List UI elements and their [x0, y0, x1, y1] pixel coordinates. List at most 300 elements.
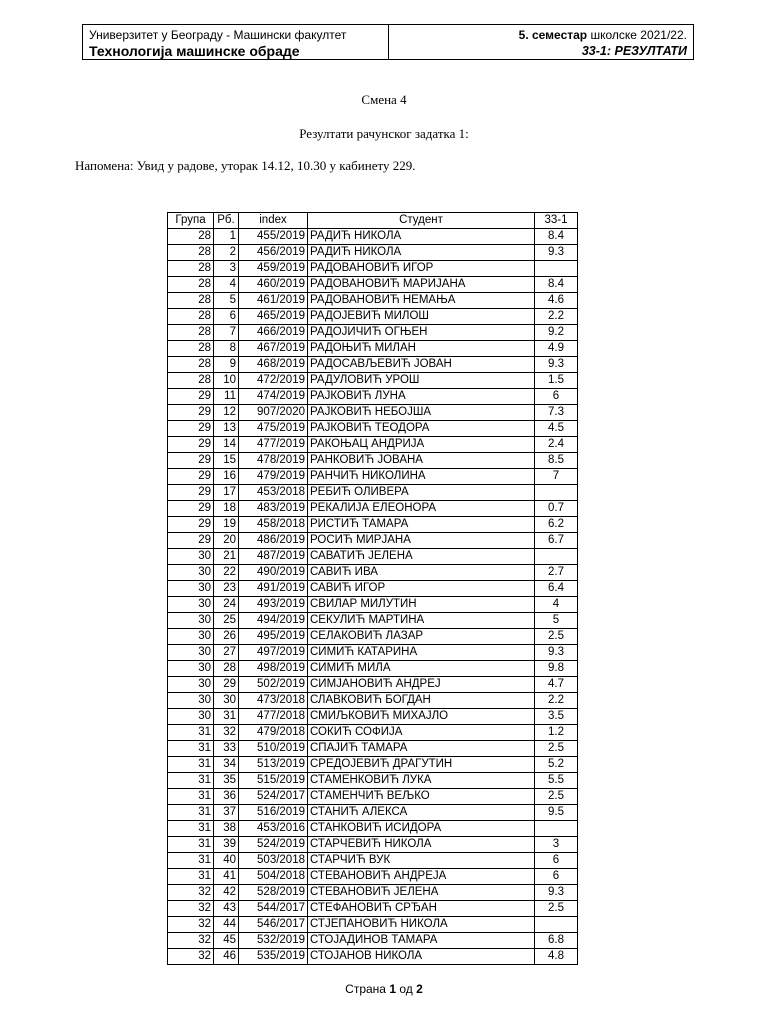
cell-index: 497/2019 — [239, 645, 308, 661]
cell-student: СТОЈАДИНОВ ТАМАРА — [308, 933, 535, 949]
cell-student: РАДИЋ НИКОЛА — [308, 245, 535, 261]
table-row — [168, 293, 578, 309]
cell-index: 477/2019 — [239, 437, 308, 453]
cell-group: 28 — [168, 373, 214, 389]
cell-number: 16 — [214, 469, 239, 485]
table-row — [168, 373, 578, 389]
cell-group: 30 — [168, 709, 214, 725]
cell-group: 29 — [168, 405, 214, 421]
cell-student: СЛАВКОВИЋ БОГДАН — [308, 693, 535, 709]
cell-number: 38 — [214, 821, 239, 837]
header-right-cell — [389, 25, 693, 59]
cell-group: 29 — [168, 485, 214, 501]
cell-score: 7.3 — [535, 405, 578, 421]
cell-score — [535, 549, 578, 565]
cell-group: 29 — [168, 453, 214, 469]
table-row — [168, 789, 578, 805]
table-row — [168, 933, 578, 949]
table-row — [168, 949, 578, 965]
header-left-cell — [83, 25, 389, 59]
cell-score: 8.5 — [535, 453, 578, 469]
cell-score: 1.2 — [535, 725, 578, 741]
cell-index: 524/2017 — [239, 789, 308, 805]
cell-student: РАДОЈИЧИЋ ОГЊЕН — [308, 325, 535, 341]
cell-score: 6 — [535, 389, 578, 405]
semester-line — [395, 27, 687, 43]
cell-group: 28 — [168, 277, 214, 293]
table-row — [168, 261, 578, 277]
table-row — [168, 437, 578, 453]
cell-student: СТАМЕНЧИЋ ВЕЉКО — [308, 789, 535, 805]
course-title: Технологија машинске обраде — [89, 43, 300, 59]
cell-student: СТЕФАНОВИЋ СРЂАН — [308, 901, 535, 917]
cell-number: 3 — [214, 261, 239, 277]
cell-group: 30 — [168, 677, 214, 693]
cell-index: 461/2019 — [239, 293, 308, 309]
cell-number: 14 — [214, 437, 239, 453]
cell-group: 31 — [168, 869, 214, 885]
cell-index: 515/2019 — [239, 773, 308, 789]
cell-index: 546/2017 — [239, 917, 308, 933]
cell-number: 19 — [214, 517, 239, 533]
table-row — [168, 485, 578, 501]
cell-student: СТАНКОВИЋ ИСИДОРА — [308, 821, 535, 837]
cell-student: РЕБИЋ ОЛИВЕРА — [308, 485, 535, 501]
cell-index: 907/2020 — [239, 405, 308, 421]
cell-student: СТЕВАНОВИЋ АНДРЕЈА — [308, 869, 535, 885]
table-row — [168, 709, 578, 725]
results-code: 33-1: РЕЗУЛТАТИ — [581, 44, 687, 58]
cell-number: 10 — [214, 373, 239, 389]
cell-student: РАЈКОВИЋ ЛУНА — [308, 389, 535, 405]
cell-number: 23 — [214, 581, 239, 597]
table-row — [168, 853, 578, 869]
cell-number: 5 — [214, 293, 239, 309]
cell-student: РЕКАЛИЈА ЕЛЕОНОРА — [308, 501, 535, 517]
page-of: од — [399, 982, 413, 996]
cell-number: 1 — [214, 229, 239, 245]
cell-group: 28 — [168, 325, 214, 341]
cell-index: 491/2019 — [239, 581, 308, 597]
cell-number: 25 — [214, 613, 239, 629]
cell-index: 468/2019 — [239, 357, 308, 373]
cell-group: 31 — [168, 837, 214, 853]
cell-score: 6.4 — [535, 581, 578, 597]
cell-index: 483/2019 — [239, 501, 308, 517]
cell-score: 9.3 — [535, 645, 578, 661]
cell-number: 4 — [214, 277, 239, 293]
cell-group: 31 — [168, 789, 214, 805]
cell-group: 32 — [168, 885, 214, 901]
page-label: Страна — [345, 982, 386, 996]
cell-number: 6 — [214, 309, 239, 325]
cell-index: 453/2016 — [239, 821, 308, 837]
shift-title: Смена 4 — [361, 92, 407, 107]
cell-index: 510/2019 — [239, 741, 308, 757]
cell-student: СЕЛАКОВИЋ ЛАЗАР — [308, 629, 535, 645]
table-row — [168, 389, 578, 405]
table-row — [168, 277, 578, 293]
cell-group: 30 — [168, 597, 214, 613]
results-table — [167, 212, 578, 965]
cell-number: 36 — [214, 789, 239, 805]
cell-score: 0.7 — [535, 501, 578, 517]
cell-student: РОСИЋ МИРЈАНА — [308, 533, 535, 549]
cell-number: 17 — [214, 485, 239, 501]
cell-group: 28 — [168, 245, 214, 261]
cell-score: 5.2 — [535, 757, 578, 773]
table-row — [168, 677, 578, 693]
cell-number: 33 — [214, 741, 239, 757]
cell-group: 31 — [168, 773, 214, 789]
cell-index: 528/2019 — [239, 885, 308, 901]
cell-index: 475/2019 — [239, 421, 308, 437]
table-body — [168, 229, 578, 965]
cell-score: 5.5 — [535, 773, 578, 789]
cell-number: 28 — [214, 661, 239, 677]
cell-number: 27 — [214, 645, 239, 661]
table-row — [168, 917, 578, 933]
cell-index: 504/2018 — [239, 869, 308, 885]
cell-number: 42 — [214, 885, 239, 901]
cell-score: 4.6 — [535, 293, 578, 309]
cell-group: 29 — [168, 517, 214, 533]
cell-score: 6.7 — [535, 533, 578, 549]
table-row — [168, 725, 578, 741]
cell-index: 490/2019 — [239, 565, 308, 581]
cell-index: 467/2019 — [239, 341, 308, 357]
page-total: 2 — [416, 982, 423, 996]
cell-group: 32 — [168, 901, 214, 917]
cell-index: 460/2019 — [239, 277, 308, 293]
cell-student: РАЈКОВИЋ НЕБОЈША — [308, 405, 535, 421]
cell-student: СОКИЋ СОФИЈА — [308, 725, 535, 741]
cell-score: 2.5 — [535, 741, 578, 757]
table-row — [168, 517, 578, 533]
cell-index: 479/2018 — [239, 725, 308, 741]
cell-number: 2 — [214, 245, 239, 261]
cell-student: РИСТИЋ ТАМАРА — [308, 517, 535, 533]
cell-index: 478/2019 — [239, 453, 308, 469]
cell-group: 28 — [168, 309, 214, 325]
table-row — [168, 325, 578, 341]
table-row — [168, 885, 578, 901]
cell-student: РАДОЈЕВИЋ МИЛОШ — [308, 309, 535, 325]
cell-number: 12 — [214, 405, 239, 421]
cell-number: 29 — [214, 677, 239, 693]
cell-student: РАЈКОВИЋ ТЕОДОРА — [308, 421, 535, 437]
cell-index: 473/2018 — [239, 693, 308, 709]
cell-number: 13 — [214, 421, 239, 437]
cell-score: 6.2 — [535, 517, 578, 533]
cell-group: 29 — [168, 469, 214, 485]
table-header-row — [168, 213, 578, 229]
table-row — [168, 357, 578, 373]
cell-student: СТЕВАНОВИЋ ЈЕЛЕНА — [308, 885, 535, 901]
semester-number: 5. семестар — [518, 28, 588, 42]
cell-student: СТАРЧИЋ ВУК — [308, 853, 535, 869]
cell-number: 35 — [214, 773, 239, 789]
cell-group: 30 — [168, 565, 214, 581]
cell-score: 3 — [535, 837, 578, 853]
table-row — [168, 229, 578, 245]
table-row — [168, 645, 578, 661]
cell-score: 9.3 — [535, 885, 578, 901]
cell-number: 30 — [214, 693, 239, 709]
cell-score: 9.2 — [535, 325, 578, 341]
cell-score: 2.4 — [535, 437, 578, 453]
cell-score: 1.5 — [535, 373, 578, 389]
cell-student: РАДОЊИЋ МИЛАН — [308, 341, 535, 357]
table-row — [168, 549, 578, 565]
cell-number: 31 — [214, 709, 239, 725]
cell-number: 44 — [214, 917, 239, 933]
table-row — [168, 533, 578, 549]
university-name: Универзитет у Београду - Машински факултет — [89, 28, 347, 42]
cell-score: 8.4 — [535, 229, 578, 245]
cell-group: 28 — [168, 293, 214, 309]
cell-index: 474/2019 — [239, 389, 308, 405]
page-number: 1 — [389, 982, 397, 996]
table-row — [168, 421, 578, 437]
table-row — [168, 773, 578, 789]
cell-student: САВАТИЋ ЈЕЛЕНА — [308, 549, 535, 565]
table-row — [168, 341, 578, 357]
cell-index: 503/2018 — [239, 853, 308, 869]
header-score: 33-1 — [535, 213, 578, 229]
cell-index: 516/2019 — [239, 805, 308, 821]
cell-number: 22 — [214, 565, 239, 581]
cell-index: 502/2019 — [239, 677, 308, 693]
cell-group: 32 — [168, 949, 214, 965]
cell-score: 8.4 — [535, 277, 578, 293]
cell-score: 6.8 — [535, 933, 578, 949]
cell-student: СТАМЕНКОВИЋ ЛУКА — [308, 773, 535, 789]
table-row — [168, 741, 578, 757]
cell-index: 466/2019 — [239, 325, 308, 341]
cell-group: 31 — [168, 853, 214, 869]
header-group: Група — [168, 213, 214, 229]
cell-score: 2.5 — [535, 789, 578, 805]
cell-student: САВИЋ ИГОР — [308, 581, 535, 597]
cell-student: РАНКОВИЋ ЈОВАНА — [308, 453, 535, 469]
cell-number: 39 — [214, 837, 239, 853]
table-row — [168, 501, 578, 517]
cell-student: РАДИЋ НИКОЛА — [308, 229, 535, 245]
cell-student: СТАРЧЕВИЋ НИКОЛА — [308, 837, 535, 853]
table-row — [168, 821, 578, 837]
cell-group: 28 — [168, 229, 214, 245]
note-text: Напомена: Увид у радове, уторак 14.12, 10.30 у кабинету 229. — [75, 158, 416, 173]
cell-student: СИМЈАНОВИЋ АНДРЕЈ — [308, 677, 535, 693]
cell-number: 40 — [214, 853, 239, 869]
cell-index: 487/2019 — [239, 549, 308, 565]
cell-index: 544/2017 — [239, 901, 308, 917]
table-row — [168, 901, 578, 917]
cell-score: 6 — [535, 869, 578, 885]
cell-group: 31 — [168, 757, 214, 773]
cell-index: 493/2019 — [239, 597, 308, 613]
table-row — [168, 453, 578, 469]
cell-score: 4.8 — [535, 949, 578, 965]
cell-score — [535, 485, 578, 501]
cell-group: 28 — [168, 341, 214, 357]
cell-score: 9.8 — [535, 661, 578, 677]
cell-student: РАКОЊАЦ АНДРИЈА — [308, 437, 535, 453]
cell-index: 465/2019 — [239, 309, 308, 325]
cell-index: 477/2018 — [239, 709, 308, 725]
cell-student: СИМИЋ КАТАРИНА — [308, 645, 535, 661]
cell-group: 31 — [168, 741, 214, 757]
cell-index: 498/2019 — [239, 661, 308, 677]
cell-group: 30 — [168, 693, 214, 709]
table-row — [168, 469, 578, 485]
cell-student: РАДОСАВЉЕВИЋ ЈОВАН — [308, 357, 535, 373]
cell-score: 6 — [535, 853, 578, 869]
cell-index: 455/2019 — [239, 229, 308, 245]
cell-group: 30 — [168, 549, 214, 565]
cell-score: 2.5 — [535, 901, 578, 917]
cell-score: 3.5 — [535, 709, 578, 725]
cell-number: 43 — [214, 901, 239, 917]
cell-index: 513/2019 — [239, 757, 308, 773]
cell-number: 7 — [214, 325, 239, 341]
results-subtitle: Резултати рачунског задатка 1: — [299, 126, 469, 141]
table-row — [168, 837, 578, 853]
cell-student: СПАЈИЋ ТАМАРА — [308, 741, 535, 757]
cell-group: 29 — [168, 533, 214, 549]
cell-group: 29 — [168, 501, 214, 517]
header-index: index — [239, 213, 308, 229]
cell-score: 9.3 — [535, 357, 578, 373]
cell-group: 30 — [168, 613, 214, 629]
cell-index: 472/2019 — [239, 373, 308, 389]
cell-number: 11 — [214, 389, 239, 405]
cell-score — [535, 261, 578, 277]
cell-student: СТОЈАНОВ НИКОЛА — [308, 949, 535, 965]
cell-group: 30 — [168, 645, 214, 661]
cell-student: РАДОВАНОВИЋ МАРИЈАНА — [308, 277, 535, 293]
cell-index: 486/2019 — [239, 533, 308, 549]
cell-group: 31 — [168, 725, 214, 741]
cell-index: 479/2019 — [239, 469, 308, 485]
cell-student: СВИЛАР МИЛУТИН — [308, 597, 535, 613]
cell-number: 24 — [214, 597, 239, 613]
cell-number: 26 — [214, 629, 239, 645]
cell-index: 495/2019 — [239, 629, 308, 645]
cell-number: 41 — [214, 869, 239, 885]
cell-score: 4 — [535, 597, 578, 613]
school-year: школске 2021/22. — [587, 28, 687, 42]
cell-group: 30 — [168, 581, 214, 597]
table-row — [168, 309, 578, 325]
cell-index: 458/2018 — [239, 517, 308, 533]
cell-student: РАДУЛОВИЋ УРОШ — [308, 373, 535, 389]
document-header — [82, 24, 694, 60]
cell-score — [535, 821, 578, 837]
cell-student: СМИЉКОВИЋ МИХАЈЛО — [308, 709, 535, 725]
cell-number: 8 — [214, 341, 239, 357]
cell-index: 524/2019 — [239, 837, 308, 853]
cell-group: 30 — [168, 629, 214, 645]
table-row — [168, 869, 578, 885]
table-row — [168, 581, 578, 597]
cell-group: 30 — [168, 661, 214, 677]
table-row — [168, 565, 578, 581]
cell-group: 28 — [168, 261, 214, 277]
cell-score: 2.7 — [535, 565, 578, 581]
cell-score: 4.7 — [535, 677, 578, 693]
cell-index: 453/2018 — [239, 485, 308, 501]
cell-score: 2.2 — [535, 693, 578, 709]
cell-group: 29 — [168, 421, 214, 437]
cell-student: РАНЧИЋ НИКОЛИНА — [308, 469, 535, 485]
cell-group: 31 — [168, 821, 214, 837]
table-row — [168, 693, 578, 709]
cell-score: 2.5 — [535, 629, 578, 645]
cell-student: РАДОВАНОВИЋ ИГОР — [308, 261, 535, 277]
cell-number: 20 — [214, 533, 239, 549]
cell-student: СИМИЋ МИЛА — [308, 661, 535, 677]
cell-score: 2.2 — [535, 309, 578, 325]
table-row — [168, 613, 578, 629]
cell-number: 37 — [214, 805, 239, 821]
cell-score: 9.5 — [535, 805, 578, 821]
cell-score: 4.9 — [535, 341, 578, 357]
table-row — [168, 597, 578, 613]
cell-index: 535/2019 — [239, 949, 308, 965]
cell-student: СТАНИЋ АЛЕКСА — [308, 805, 535, 821]
cell-score — [535, 917, 578, 933]
cell-index: 459/2019 — [239, 261, 308, 277]
cell-group: 32 — [168, 917, 214, 933]
table-row — [168, 245, 578, 261]
cell-student: САВИЋ ИВА — [308, 565, 535, 581]
cell-group: 31 — [168, 805, 214, 821]
cell-group: 28 — [168, 357, 214, 373]
cell-index: 494/2019 — [239, 613, 308, 629]
cell-score: 9.3 — [535, 245, 578, 261]
cell-number: 45 — [214, 933, 239, 949]
cell-student: СЕКУЛИЋ МАРТИНА — [308, 613, 535, 629]
table-row — [168, 757, 578, 773]
cell-group: 32 — [168, 933, 214, 949]
cell-index: 456/2019 — [239, 245, 308, 261]
cell-score: 7 — [535, 469, 578, 485]
cell-number: 21 — [214, 549, 239, 565]
cell-student: РАДОВАНОВИЋ НЕМАЊА — [308, 293, 535, 309]
table-row — [168, 805, 578, 821]
cell-index: 532/2019 — [239, 933, 308, 949]
cell-number: 46 — [214, 949, 239, 965]
cell-student: СРЕДОЈЕВИЋ ДРАГУТИН — [308, 757, 535, 773]
header-number: Рб. — [214, 213, 239, 229]
cell-group: 29 — [168, 437, 214, 453]
cell-number: 32 — [214, 725, 239, 741]
cell-number: 9 — [214, 357, 239, 373]
cell-number: 15 — [214, 453, 239, 469]
cell-score: 5 — [535, 613, 578, 629]
header-student: Студент — [308, 213, 535, 229]
table-row — [168, 405, 578, 421]
table-row — [168, 629, 578, 645]
page-footer — [0, 982, 768, 996]
cell-student: СТЈЕПАНОВИЋ НИКОЛА — [308, 917, 535, 933]
cell-number: 34 — [214, 757, 239, 773]
cell-group: 29 — [168, 389, 214, 405]
cell-number: 18 — [214, 501, 239, 517]
cell-score: 4.5 — [535, 421, 578, 437]
